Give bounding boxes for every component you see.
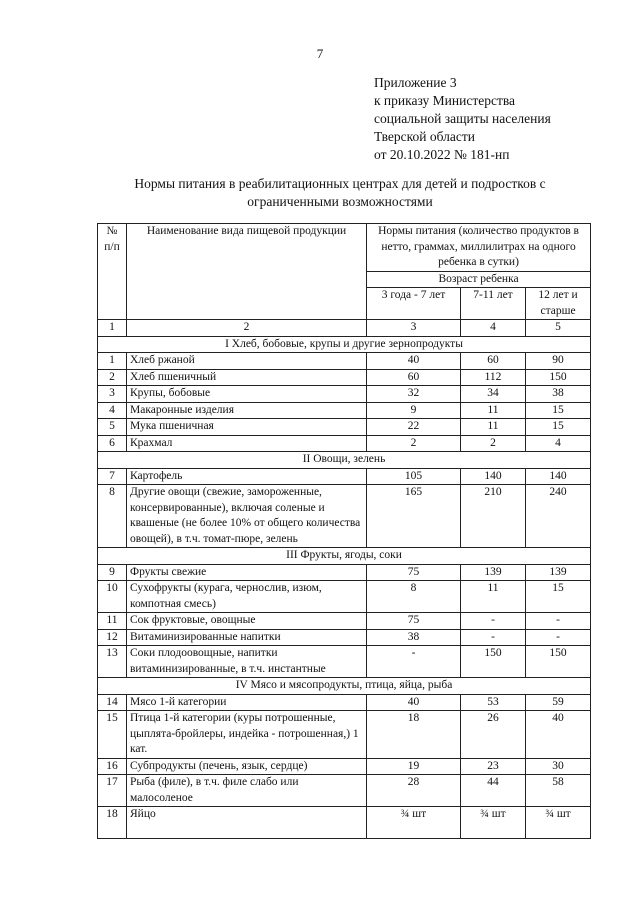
norm-value: 58 [526, 775, 591, 807]
row-number: 4 [98, 402, 127, 419]
appendix-line: от 20.10.2022 № 181-нп [374, 147, 510, 162]
row-number: 2 [98, 369, 127, 386]
row-number: 14 [98, 694, 127, 711]
table-row [98, 581, 591, 613]
norm-value: 34 [461, 386, 526, 403]
header-age-group: 12 лет и старше [526, 288, 591, 320]
appendix-block [374, 74, 551, 164]
appendix-line: к приказу Министерства [374, 93, 516, 108]
norm-value: 11 [461, 581, 526, 613]
norm-value: 11 [461, 419, 526, 436]
document-title [90, 175, 590, 211]
norm-value: - [461, 629, 526, 646]
norm-value: 112 [461, 369, 526, 386]
norm-value: 150 [526, 646, 591, 678]
product-name: Витаминизированные напитки [127, 629, 367, 646]
table-row [98, 353, 591, 370]
row-number: 3 [98, 386, 127, 403]
row-number: 7 [98, 468, 127, 485]
norm-value: 40 [367, 353, 461, 370]
appendix-line: Приложение 3 [374, 75, 457, 90]
row-number: 15 [98, 711, 127, 759]
product-name: Субпродукты (печень, язык, сердце) [127, 758, 367, 775]
norm-value: 4 [526, 435, 591, 452]
section-header: III Фрукты, ягоды, соки [98, 548, 591, 565]
norm-value: 75 [367, 564, 461, 581]
row-number: 12 [98, 629, 127, 646]
table-row [98, 419, 591, 436]
norm-value: 18 [367, 711, 461, 759]
appendix-line: социальной защиты населения [374, 111, 551, 126]
row-number: 8 [98, 485, 127, 548]
product-name: Картофель [127, 468, 367, 485]
table-row [98, 775, 591, 807]
norm-value: 60 [367, 369, 461, 386]
norm-value: 150 [461, 646, 526, 678]
norm-value: 59 [526, 694, 591, 711]
norm-value: 2 [367, 435, 461, 452]
row-number: 16 [98, 758, 127, 775]
norm-value: 15 [526, 402, 591, 419]
header-name: Наименование вида пищевой продукции [127, 224, 367, 320]
row-number: 17 [98, 775, 127, 807]
norm-value: 38 [526, 386, 591, 403]
product-name: Мясо 1-й категории [127, 694, 367, 711]
norm-value: 75 [367, 613, 461, 630]
header-age: Возраст ребенка [367, 271, 591, 288]
norm-value: 22 [367, 419, 461, 436]
header-age-group: 7-11 лет [461, 288, 526, 320]
norm-value: 28 [367, 775, 461, 807]
norm-value: 139 [526, 564, 591, 581]
norm-value: 15 [526, 419, 591, 436]
product-name: Соки плодоовощные, напитки витаминизированные, в т.ч. инстантные [127, 646, 367, 678]
table-row [98, 402, 591, 419]
column-number: 4 [461, 320, 526, 337]
norm-value: 11 [461, 402, 526, 419]
table-row [98, 711, 591, 759]
table-row [98, 435, 591, 452]
page-number: 7 [316, 46, 324, 61]
table-row [98, 369, 591, 386]
norm-value: 210 [461, 485, 526, 548]
row-number: 6 [98, 435, 127, 452]
row-number: 18 [98, 807, 127, 839]
table-row [98, 694, 591, 711]
table-row [98, 468, 591, 485]
product-name: Рыба (филе), в т.ч. филе слабо или малосоленое [127, 775, 367, 807]
header-norms: Нормы питания (количество продуктов в нетто, граммах, миллилитрах на одного ребенка в сутки) [367, 224, 591, 272]
product-name: Другие овощи (свежие, замороженные, консервированные), включая соленые и квашеные (не более 10% от общего количества овощей), в т.ч. томат-пюре, зелень [127, 485, 367, 548]
norm-value: 40 [526, 711, 591, 759]
column-number: 5 [526, 320, 591, 337]
header-age-group: 3 года - 7 лет [367, 288, 461, 320]
norm-value: 140 [461, 468, 526, 485]
column-number: 1 [98, 320, 127, 337]
appendix-line: Тверской области [374, 129, 475, 144]
section-header: II Овощи, зелень [98, 452, 591, 469]
norm-value: ¾ шт [526, 807, 591, 839]
section-header: I Хлеб, бобовые, крупы и другие зернопродукты [98, 336, 591, 353]
norm-value: 23 [461, 758, 526, 775]
product-name: Сок фруктовые, овощные [127, 613, 367, 630]
norm-value: 26 [461, 711, 526, 759]
norm-value: 44 [461, 775, 526, 807]
table-row [98, 386, 591, 403]
nutrition-norms-table [97, 223, 591, 839]
section-header: IV Мясо и мясопродукты, птица, яйца, рыба [98, 678, 591, 695]
header-no: № п/п [98, 224, 127, 320]
table-row [98, 758, 591, 775]
product-name: Яйцо [127, 807, 367, 839]
product-name: Крахмал [127, 435, 367, 452]
product-name: Сухофрукты (курага, чернослив, изюм, компотная смесь) [127, 581, 367, 613]
table-row [98, 564, 591, 581]
row-number: 1 [98, 353, 127, 370]
product-name: Фрукты свежие [127, 564, 367, 581]
norm-value: 40 [367, 694, 461, 711]
title-line: ограниченными возможностями [247, 194, 433, 209]
norm-value: ¾ шт [367, 807, 461, 839]
norm-value: 140 [526, 468, 591, 485]
norm-value: - [461, 613, 526, 630]
norm-value: 150 [526, 369, 591, 386]
norm-value: 2 [461, 435, 526, 452]
product-name: Птица 1-й категории (куры потрошенные, цыплята-бройлеры, индейка - потрошенная,) 1 кат. [127, 711, 367, 759]
table-row [98, 485, 591, 548]
norm-value: 240 [526, 485, 591, 548]
norm-value: 8 [367, 581, 461, 613]
row-number: 13 [98, 646, 127, 678]
norm-value: 60 [461, 353, 526, 370]
column-number: 2 [127, 320, 367, 337]
norm-value: 32 [367, 386, 461, 403]
table-row [98, 629, 591, 646]
product-name: Мука пшеничная [127, 419, 367, 436]
norm-value: 19 [367, 758, 461, 775]
table-row [98, 646, 591, 678]
table-row [98, 613, 591, 630]
row-number: 11 [98, 613, 127, 630]
norm-value: - [367, 646, 461, 678]
norm-value: 90 [526, 353, 591, 370]
norm-value: - [526, 613, 591, 630]
norm-value: 38 [367, 629, 461, 646]
row-number: 5 [98, 419, 127, 436]
table-row [98, 807, 591, 839]
norm-value: 165 [367, 485, 461, 548]
norm-value: ¾ шт [461, 807, 526, 839]
norm-value: 9 [367, 402, 461, 419]
product-name: Хлеб ржаной [127, 353, 367, 370]
norm-value: - [526, 629, 591, 646]
norm-value: 105 [367, 468, 461, 485]
norm-value: 30 [526, 758, 591, 775]
norm-value: 15 [526, 581, 591, 613]
column-number: 3 [367, 320, 461, 337]
row-number: 9 [98, 564, 127, 581]
product-name: Хлеб пшеничный [127, 369, 367, 386]
product-name: Макаронные изделия [127, 402, 367, 419]
product-name: Крупы, бобовые [127, 386, 367, 403]
title-line: Нормы питания в реабилитационных центрах для детей и подростков с [134, 176, 546, 191]
row-number: 10 [98, 581, 127, 613]
norm-value: 139 [461, 564, 526, 581]
norm-value: 53 [461, 694, 526, 711]
